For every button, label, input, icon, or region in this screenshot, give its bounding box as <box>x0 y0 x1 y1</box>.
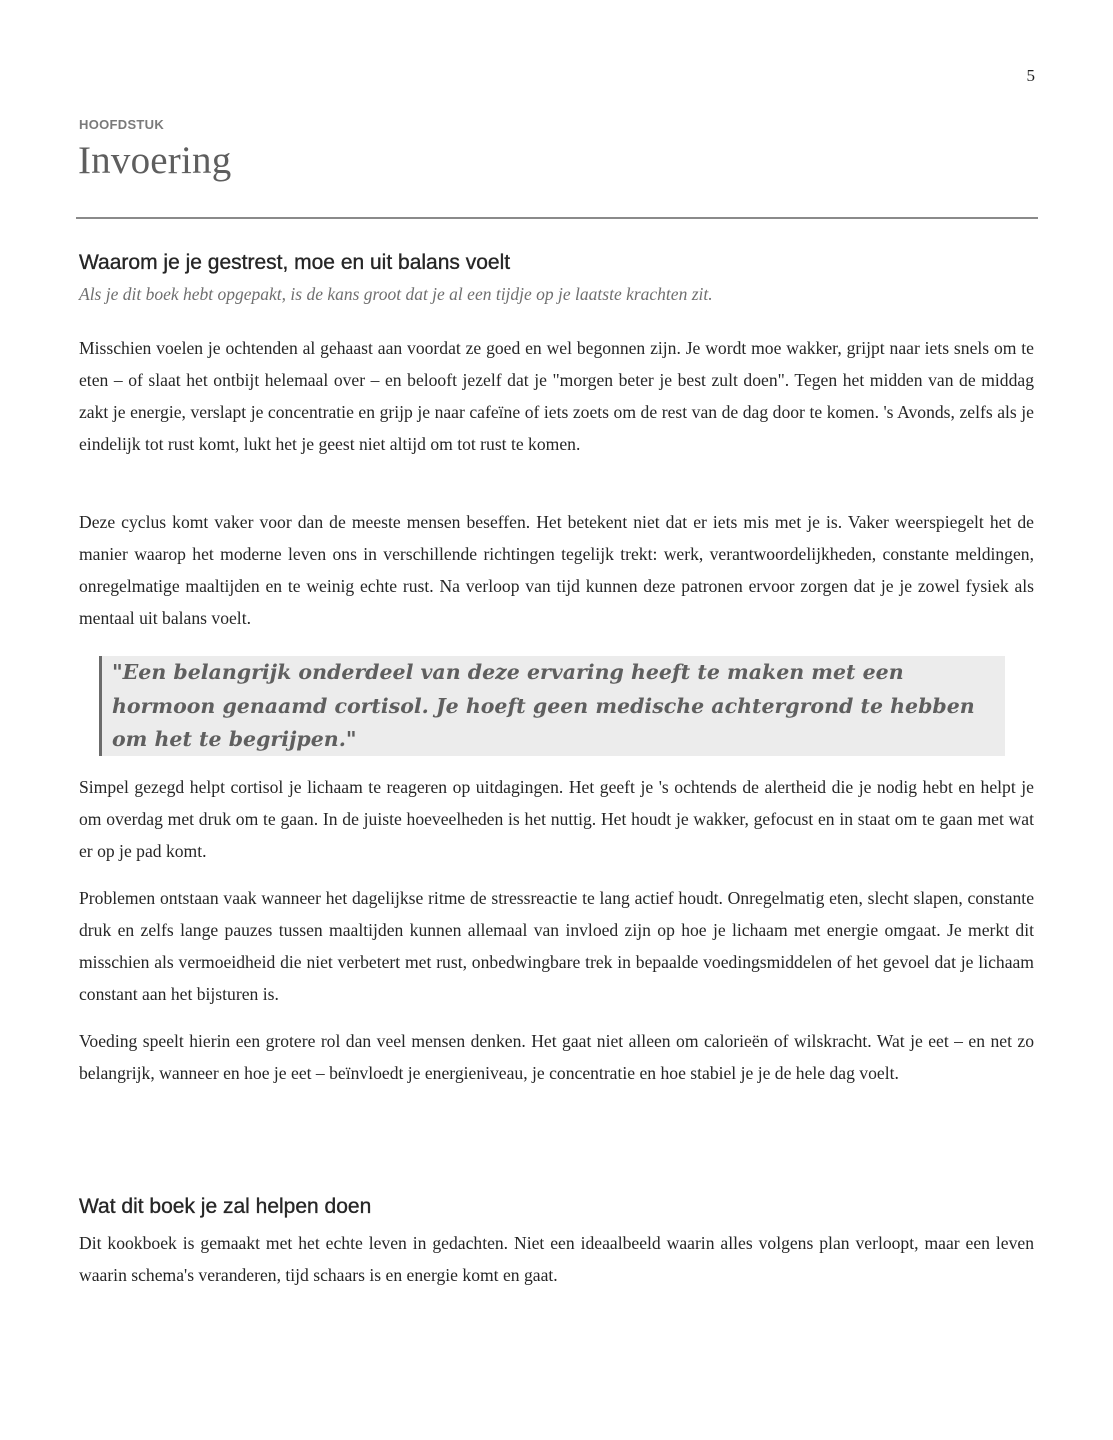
section-what-book-helps <box>79 1192 1034 1222</box>
body-paragraph: Problemen ontstaan vaak wanneer het dagelijkse ritme de stressreactie te lang actief houdt. Onregelmatig eten, slecht slapen, constante druk en zelfs lange pauzes tussen maaltijden kunnen allemaal van invloed zijn op hoe je lichaam met energie omgaat. Je merkt dit misschien als vermoeidheid die niet verbetert met rust, onbedwingbare trek in bepaalde voedingsmiddelen of het gevoel dat je lichaam constant aan het bijsturen is. <box>79 888 1034 1004</box>
paragraph-block-2 <box>79 506 1034 634</box>
body-paragraph: Simpel gezegd helpt cortisol je lichaam te reageren op uitdagingen. Het geeft je 's ochtends de alertheid die je nodig hebt en helpt je om overdag met druk om te gaan. In de juiste hoeveelheden is het nuttig. Het houdt je wakker, gefocust en in staat om te gaan met wat er op je pad komt. <box>79 777 1034 861</box>
paragraph-block-6 <box>79 1227 1034 1291</box>
pull-quote <box>99 656 1005 756</box>
section-heading: Waarom je je gestrest, moe en uit balans voelt <box>79 251 511 274</box>
body-paragraph: Dit kookboek is gemaakt met het echte leven in gedachten. Niet een ideaalbeeld waarin alles volgens plan verloopt, maar een leven waarin schema's veranderen, tijd schaars is en energie komt en gaat. <box>79 1233 1034 1285</box>
body-paragraph: Deze cyclus komt vaker voor dan de meeste mensen beseffen. Het betekent niet dat er iets mis met je is. Vaker weerspiegelt het de manier waarop het moderne leven ons in verschillende richtingen tegelijk trekt: werk, verantwoordelijkheden, constante meldingen, onregelmatige maaltijden en te weinig echte rust. Na verloop van tijd kunnen deze patronen ervoor zorgen dat je je zowel fysiek als mentaal uit balans voelt. <box>79 512 1034 628</box>
body-paragraph: Voeding speelt hierin een grotere rol dan veel mensen denken. Het gaat niet alleen om calorieën of wilskracht. Wat je eet – en net zo belangrijk, wanneer en hoe je eet – beïnvloedt je energieniveau, je concentratie en hoe stabiel je je de hele dag voelt. <box>79 1031 1034 1083</box>
title-divider <box>76 217 1038 219</box>
page-number: 5 <box>1026 66 1035 85</box>
paragraph-block-3 <box>79 771 1034 867</box>
paragraph-block-4 <box>79 882 1034 1010</box>
chapter-title: Invoering <box>78 139 232 182</box>
paragraph-block-5 <box>79 1025 1034 1089</box>
pull-quote-text: "Een belangrijk onderdeel van deze ervaring heeft te maken met een hormoon genaamd cortisol. Je hoeft geen medische achtergrond te hebben om het te begrijpen." <box>112 660 975 751</box>
body-paragraph: Misschien voelen je ochtenden al gehaast aan voordat ze goed en wel begonnen zijn. Je wordt moe wakker, grijpt naar iets snels om te eten – of slaat het ontbijt helemaal over – en belooft jezelf dat je "morgen beter je best zult doen". Tegen het midden van de middag zakt je energie, verslapt je concentratie en grijp je naar cafeïne of iets zoets om de rest van de dag door te komen. 's Avonds, zelfs als je eindelijk tot rust komt, lukt het je geest niet altijd om tot rust te komen. <box>79 338 1034 454</box>
paragraph-block-1 <box>79 332 1034 460</box>
section-lead: Als je dit boek hebt opgepakt, is de kans groot dat je al een tijdje op je laatste krachten zit. <box>79 284 713 304</box>
chapter-label: HOOFDSTUK <box>79 117 165 132</box>
section-why-stressed <box>79 248 1034 308</box>
section-heading: Wat dit boek je zal helpen doen <box>79 1195 372 1218</box>
